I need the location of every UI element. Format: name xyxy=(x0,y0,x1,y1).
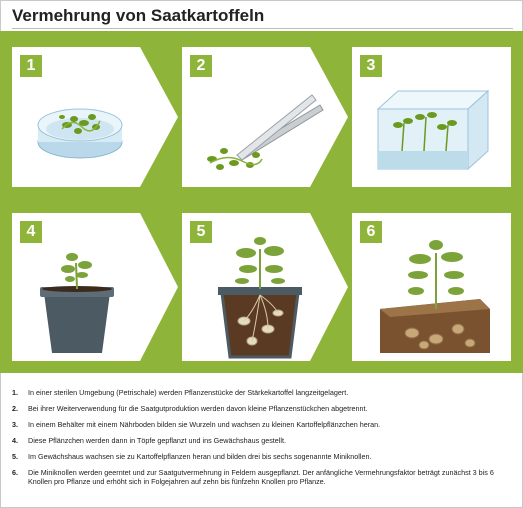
list-item xyxy=(12,436,512,445)
step-3-number: 3 xyxy=(360,55,382,77)
list-item-text: Im Gewächshaus wachsen sie zu Kartoffelpflanzen heran und bilden drei bis sechs sogenannte Miniknollen. xyxy=(28,452,372,461)
list-item xyxy=(12,452,512,461)
list-item-number: 1. xyxy=(12,388,18,397)
list-item xyxy=(12,420,512,429)
list-item-number: 4. xyxy=(12,436,18,445)
list-item xyxy=(12,468,512,486)
step-1-number: 1 xyxy=(20,55,42,77)
step-4-number: 4 xyxy=(20,221,42,243)
list-item-text: Bei ihrer Weiterverwendung für die Saatgutproduktion werden davon kleine Pflanzenstückchen abgetrennt. xyxy=(28,404,368,413)
step-6-number: 6 xyxy=(360,221,382,243)
step-3 xyxy=(352,47,512,187)
list-item-text: In einer sterilen Umgebung (Petrischale) werden Pflanzenstücke der Stärkekartoffel langzeitgelagert. xyxy=(28,388,349,397)
step-1 xyxy=(12,47,180,187)
title-divider xyxy=(12,28,513,29)
list-item-text: Die Miniknollen werden geerntet und zur Saatgutvermehrung in Feldern ausgepflanzt. Der anfängliche Vermehrungsfaktor beträgt zunächst 3 bis 6 Knollen pro Pflanze und erhöht sich in Folgejahren auf zehn bis fünfzehn Knollen pro Pflanze. xyxy=(28,468,494,486)
list-item-number: 3. xyxy=(12,420,18,429)
list-item xyxy=(12,388,512,397)
steps-description-list xyxy=(12,388,512,493)
step-5-number: 5 xyxy=(190,221,212,243)
list-item-text: In einem Behälter mit einem Nährboden bilden sie Wurzeln und wachsen zu kleinen Kartoffelpflänzchen heran. xyxy=(28,420,381,429)
step-2 xyxy=(182,47,350,187)
list-item-number: 2. xyxy=(12,404,18,413)
list-item-text: Diese Pflänzchen werden dann in Töpfe gepflanzt und ins Gewächshaus gestellt. xyxy=(28,436,286,445)
list-item-number: 6. xyxy=(12,468,18,477)
list-item-number: 5. xyxy=(12,452,18,461)
step-6 xyxy=(352,213,512,361)
step-5 xyxy=(182,213,350,361)
figure-title: Vermehrung von Saatkartoffeln xyxy=(12,6,265,25)
step-4 xyxy=(12,213,180,361)
steps-panel xyxy=(0,31,523,373)
list-item xyxy=(12,404,512,413)
step-2-number: 2 xyxy=(190,55,212,77)
